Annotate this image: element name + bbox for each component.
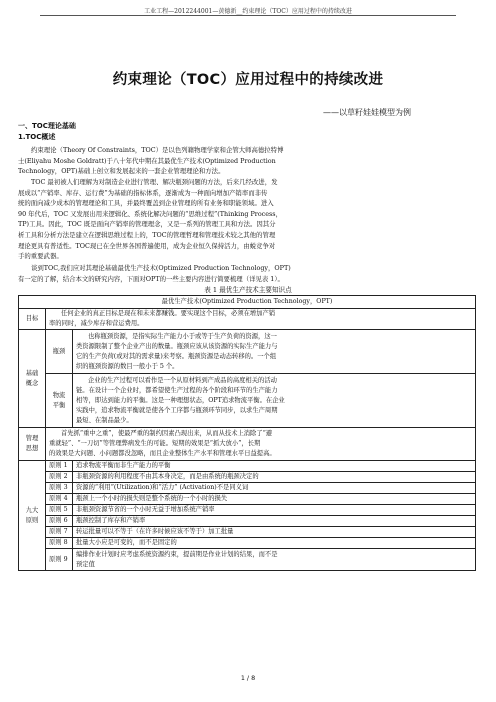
text-line: 手的重要武器。 [18,252,63,261]
principle-text: 非瓶颈资源节省的一个小时无益于增加系统产销率 [73,505,476,516]
text-line: 士(Eliyahu Moshe Goldratt)于八十年代中期在其最优生产技术(Optimized Production [18,156,276,165]
balance-label-line: 物流 [52,391,66,399]
text-line: 统的面向减少成本的管理理论和工具，并最终覆盖到企业管理的所有业务和职能领域。进入 [18,199,274,208]
bottleneck-line: 织的瓶颈资源的数目一般小于 5 个。 [76,362,179,370]
concept-label-line: 基础 [25,369,39,377]
principles-label-line: 原则 [25,516,39,524]
text-line: 析工具和分析方法是建立在逻辑思维过程上的，TOC的管理哲理和管理技术较之其他的管理 [18,230,276,239]
document-subtitle: ——以草籽娃娃模型为例 [323,108,411,117]
thought-label-line: 思想 [25,445,39,452]
principles-label-line: 九大 [25,506,39,514]
section-heading: 一、TOC理论基础 [18,122,76,130]
principle-no: 原则 5 [46,505,73,516]
goal-line: 率的同时，减少库存和营运费用。 [49,320,144,327]
goal-text [46,309,476,330]
bottleneck-label: 瓶颈 [46,330,73,374]
text-line: 展成以“产销率、库存、运行费”为基础的指标体系，逐渐成为一种面向增加产销率而非传 [18,188,268,197]
principle-line: 编排作业计划时应考虑系统资源约束，提前期是作业计划的结果，而不是 [76,550,278,558]
paragraph-3 [18,263,474,284]
goal-line: 任何企业的真正目标是现在和未来都赚钱。要实现这个目标，必须在增加产销 [61,310,276,317]
principle-text: 追求物流平衡而非生产能力的平衡 [73,461,476,472]
bottleneck-text [73,330,476,374]
paragraph-2 [18,177,474,262]
opt-summary-table [18,295,476,571]
thought-line: 重就轻”、“一刀切”等管理弊病发生的可能。短期的效果是“抓大放小”，长期 [49,440,261,447]
principle-no: 原则 8 [46,538,73,549]
thought-text [46,428,476,461]
subsection-heading: 1.TOC概述 [18,133,56,141]
text-line: 理论更具有普适性。TOC现已在全世界各国普遍使用，成为企业恒久保持活力，由蜕竞争对 [18,241,276,250]
table-caption: 表 1 最优生产技术主要知识点 [204,286,292,294]
text-line: Technology，OPT)基础上创立和发展起来的一套企业管理理论和方法。 [18,167,225,176]
page-number: 1 / 8 [240,674,256,682]
principle-no: 原则 3 [46,483,73,494]
principle-line: 预定值 [76,560,95,568]
principle-no: 原则 2 [46,472,73,483]
principle-no: 原则 4 [46,494,73,505]
principle-text: 批量大小应是可变的，而不是固定的 [73,538,476,549]
balance-line: 链。在设计一个企业时，都希望使生产过程的各个阶段和环节的生产能力 [76,386,278,394]
document-title: 约束理论（TOC）应用过程中的持续改进 [112,72,384,88]
concept-label-line: 概念 [25,379,39,387]
principle-no: 原则 1 [46,461,73,472]
text-line: 有一定的了解，结合本文的研究内容，下面对OPT的一些主要内容进行简要梳理（详见表 1）。 [18,274,284,283]
balance-line: 相等，即达到能力的平衡。这是一种理想状态，OPT追求物流平衡。在企业 [76,396,285,404]
concept-label [19,330,46,428]
principle-text: 转运批量可以不等于（在许多时候应该不等于）加工批量 [73,527,476,538]
thought-line: 首先抓“重中之重”，使最严重的制约因素凸现出来，从而从技术上消除了“避 [61,430,273,437]
principle-text [73,549,476,571]
text-line: 90 年代后，TOC 又发展出用来逻辑化、系统化解决问题的“思维过程”(Thinking Process， [18,209,282,218]
running-header: 工业工程—2012244001—黄德新__约束理论（TOC）应用过程中的持续改进 [144,8,352,15]
principle-no: 原则 6 [46,516,73,527]
principle-text: 瓶颈控制了库存和产销率 [73,516,476,527]
principles-label [19,461,46,571]
principle-no: 原则 9 [46,549,73,571]
principle-text: 瓶颈上一个小时的损失则是整个系统的一个小时的损失 [73,494,476,505]
bottleneck-line: 类资源限制了整个企业产出的数量。瓶颈应该从该资源的实际生产能力与 [76,342,278,350]
principle-text: 非瓶颈资源的利用程度不由其本身决定，而是由系统的瓶颈决定的 [73,472,476,483]
balance-line: 实践中，追求物流平衡就是使各个工序都与瓶颈环节同步，以求生产周期 [76,406,278,414]
thought-label [19,428,46,461]
header-divider [40,15,456,16]
principle-no: 原则 7 [46,527,73,538]
thought-label-line: 管理 [25,435,39,442]
bottleneck-line: 也称瓶颈资源，是指实际生产能力小于或等于生产负荷的资源，这一 [88,332,277,340]
table-header: 最优生产技术(Optimized Production Technology，OPT) [19,296,476,309]
balance-text [73,374,476,428]
paragraph-1 [18,145,474,177]
balance-label [46,374,73,428]
goal-label: 目标 [19,309,46,330]
text-line: TP)工具。因此，TOC 既是面向产销率的管理理念，又是一系列的管理工具和方法。因其分 [18,220,276,229]
balance-line: 最短、在制品最少。 [76,416,133,424]
bottleneck-line: 它的生产负荷(或对其的需求量)来考察。瓶颈资源是动态转移的。一个组 [76,352,277,360]
text-line: 谈到TOC,我们应对其理论基础最优生产技术(Optimized Production Technology，OPT) [31,264,291,272]
balance-label-line: 平衡 [52,401,66,409]
principle-text: 资源的“利用”(Utilization)和“活力” (Activation)不是同义词 [73,483,476,494]
balance-line: 企业的生产过程可以看作是一个从原材料到产成品的高度相关的活动 [88,376,277,384]
thought-line: 的效果是大问题、小问题都没忽略，而且企业整体生产水平和管理水平日益提高。 [49,450,276,457]
text-line: 约束理论（Theory Of Constraints，TOC）是以色列籍物理学家和企管大师高德拉特博 [31,146,284,154]
text-line: TOC 最初被人们理解为对制造企业进行管理、解决瓶颈问题的方法，后来几经改进，发 [31,178,278,186]
